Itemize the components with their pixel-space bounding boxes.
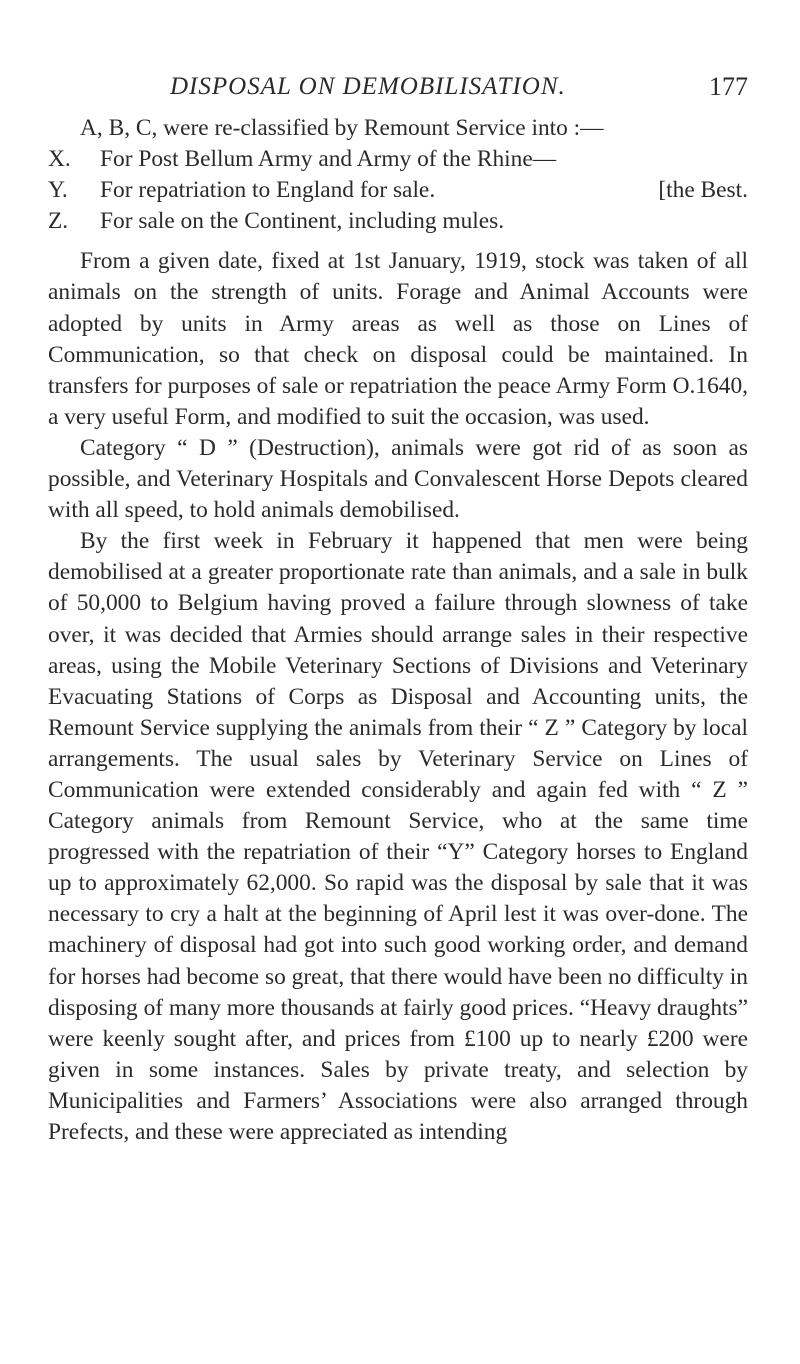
paragraph-sales: By the first week in February it happened that men were being demobilised at a greater proportionate rate than animals, and a sale in bulk of 50,000 to Belgium having proved a failure through slowness of take over, it was decided that Armies should arrange sales in their respective areas, using the Mobile Veterinary Sections of Divisions and Veterinary Evacuating Stations of Corps as Disposal and Accounting units, the Remount Service supplying the animals from their “ Z ” Category by local arrangements. The usual sales by Veterinary Service on Lines of Communication were extended considerably and again fed with “ Z ” Category animals from Remount Service, who at the same time progressed with the repatriation of their “Y” Category horses to England up to approximately 62,000. So rapid was the disposal by sale that it was necessary to cry a halt at the beginning of April lest it was over-done. The machinery of disposal had got into such good working order, and demand for horses had become so great, that there would have been no difficulty in disposing of many more thousands at fairly good prices. “Heavy draughts” were keenly sought after, and prices from £100 up to nearly £200 were given in some instances. Sales by private treaty, and selection by Municipalities and Farmers’ Associations were also arranged through Prefects, and these were appreciated as intending <box>48 528 748 1145</box>
page-number: 177 <box>709 72 748 101</box>
classification-intro: A, B, C, were re-classified by Remount Service into :— <box>80 115 604 141</box>
classification-letter: Z. <box>48 208 69 235</box>
page-body <box>48 113 748 1148</box>
paragraph-stock-taking: From a given date, fixed at 1st January, 1919, stock was taken of all animals on the strength of units. Forage and Animal Accounts were adopted by units in Army areas as well as those on Lines of Communication, so that check on disposal could be maintained. In transfers for purposes of sale or repatriation the peace Army Form O.1640, a very useful Form, and modified to suit the occasion, was used. <box>48 248 748 430</box>
classification-letter: Y. <box>48 177 68 204</box>
classification-text: For sale on the Continent, including mules. <box>100 208 505 235</box>
classification-item-z <box>48 206 748 237</box>
classification-item-x <box>48 144 748 175</box>
running-head <box>48 70 748 110</box>
classification-text: For repatriation to England for sale. <box>100 177 436 204</box>
paragraph-destruction: Category “ D ” (Destruction), animals were got rid of as soon as possible, and Veterinary Hospitals and Convalescent Horse Depots cleared with all speed, to hold animals demobilised. <box>48 434 748 524</box>
classification-letter: X. <box>48 146 71 173</box>
spacer <box>48 237 748 246</box>
classification-text: For Post Bellum Army and Army of the Rhine— <box>100 146 557 173</box>
running-title: DISPOSAL ON DEMOBILISATION. <box>170 73 566 100</box>
classification-turnover: [the Best. <box>658 177 748 204</box>
classification-item-y <box>48 175 748 206</box>
